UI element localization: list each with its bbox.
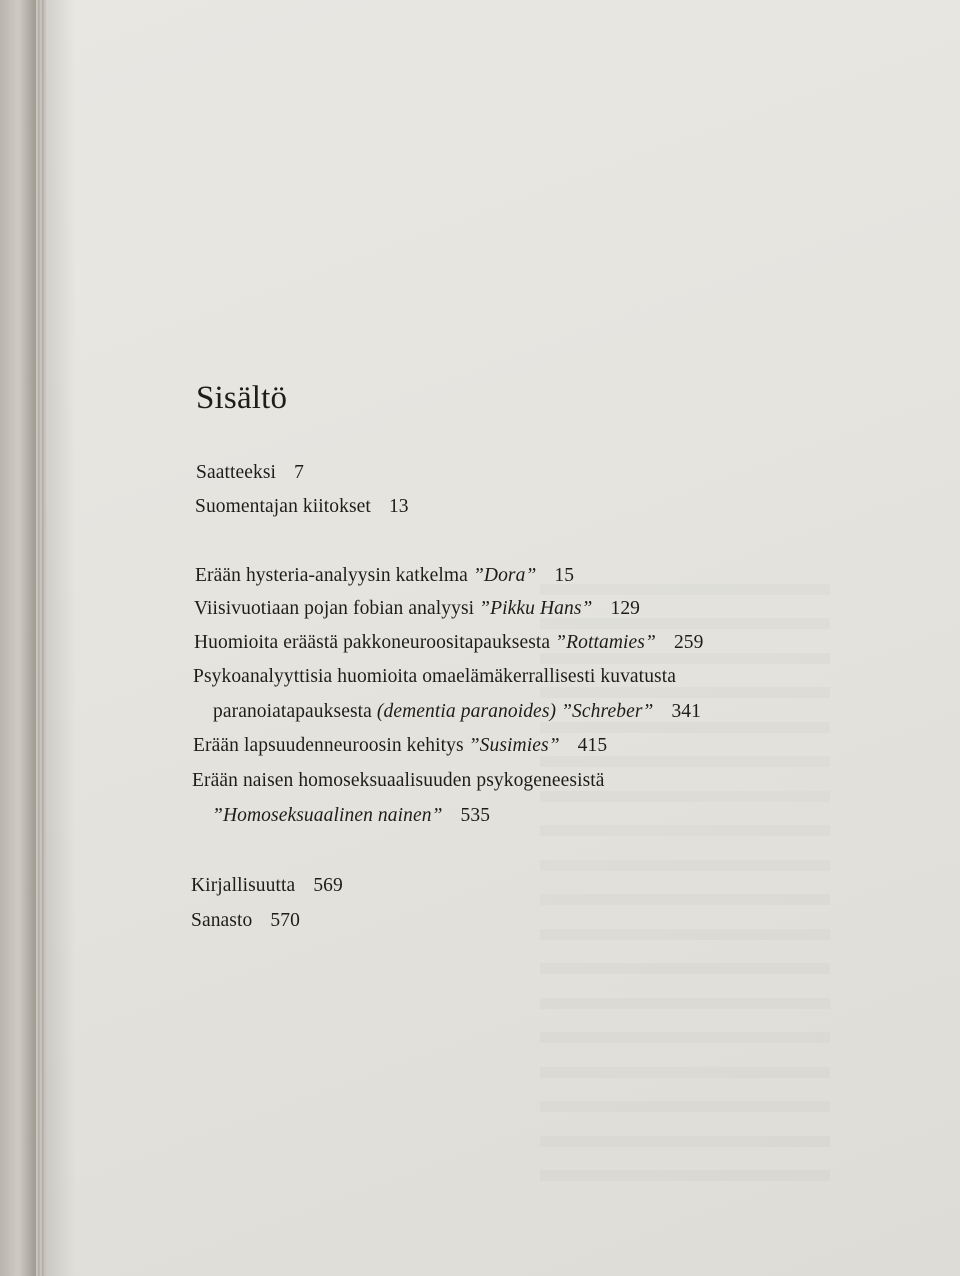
toc-entry-susimies [193,735,607,757]
toc-entry-page: 129 [610,598,641,619]
toc-entry-kirjallisuutta [191,875,343,897]
toc-entry-homoseksuaalinen-line1 [192,770,605,792]
toc-entry-title: Sanasto [191,910,253,931]
toc-entry-title: Huomioita eräästä pakkoneuroositapauksesta [194,632,551,653]
toc-entry-page: 570 [270,910,300,931]
toc-entry-title: Kirjallisuutta [191,875,296,896]
toc-entry-title: Erään lapsuudenneuroosin kehitys [193,735,464,756]
toc-entry-case-name: ”Schreber” [561,701,654,722]
toc-entry-kiitokset [195,496,409,518]
toc-entry-case-name: ”Rottamies” [555,632,656,653]
toc-entry-sanasto [191,910,300,932]
toc-entry-page: 15 [554,565,575,586]
toc-entry-page: 7 [294,462,304,483]
toc-entry-title: Erään hysteria-analyysin katkelma [195,565,468,586]
toc-entry-page: 535 [460,805,491,826]
toc-entry-case-name: ”Dora” [472,565,537,586]
toc-entry-case-name: ”Susimies” [468,735,560,756]
toc-entry-rottamies [194,632,704,654]
toc-entry-case-name: ”Pikku Hans” [479,598,593,619]
toc-entry-title: Erään naisen homoseksuaalisuuden psykogeneesistä [192,770,605,791]
toc-entry-title: Psykoanalyyttisia huomioita omaelämäkerrallisesti kuvatusta [193,666,677,687]
page-title: Sisältö [196,380,288,416]
toc-entry-dora [195,565,574,587]
toc-entry-page: 415 [577,735,608,756]
toc-entry-schreber-line1 [193,666,676,688]
toc-entry-title: Viisivuotiaan pojan fobian analyysi [194,598,475,619]
toc-entry-homoseksuaalinen-line2 [212,805,490,827]
toc-entry-case-name: ”Homoseksuaalinen nainen” [212,805,443,826]
toc-entry-schreber-line2 [213,701,701,723]
toc-entry-saatteeksi [196,462,304,484]
toc-entry-page: 341 [671,701,702,722]
toc-entry-page: 13 [388,496,409,517]
toc-entry-title: Suomentajan kiitokset [195,496,371,517]
toc-entry-subtitle: (dementia paranoides) [376,701,557,722]
toc-entry-page: 259 [673,632,704,653]
toc-entry-page: 569 [313,875,343,896]
toc-entry-pikku-hans [194,598,640,620]
toc-entry-title: Saatteeksi [196,462,277,483]
toc-entry-title-continuation: paranoiatapauksesta [213,701,372,722]
